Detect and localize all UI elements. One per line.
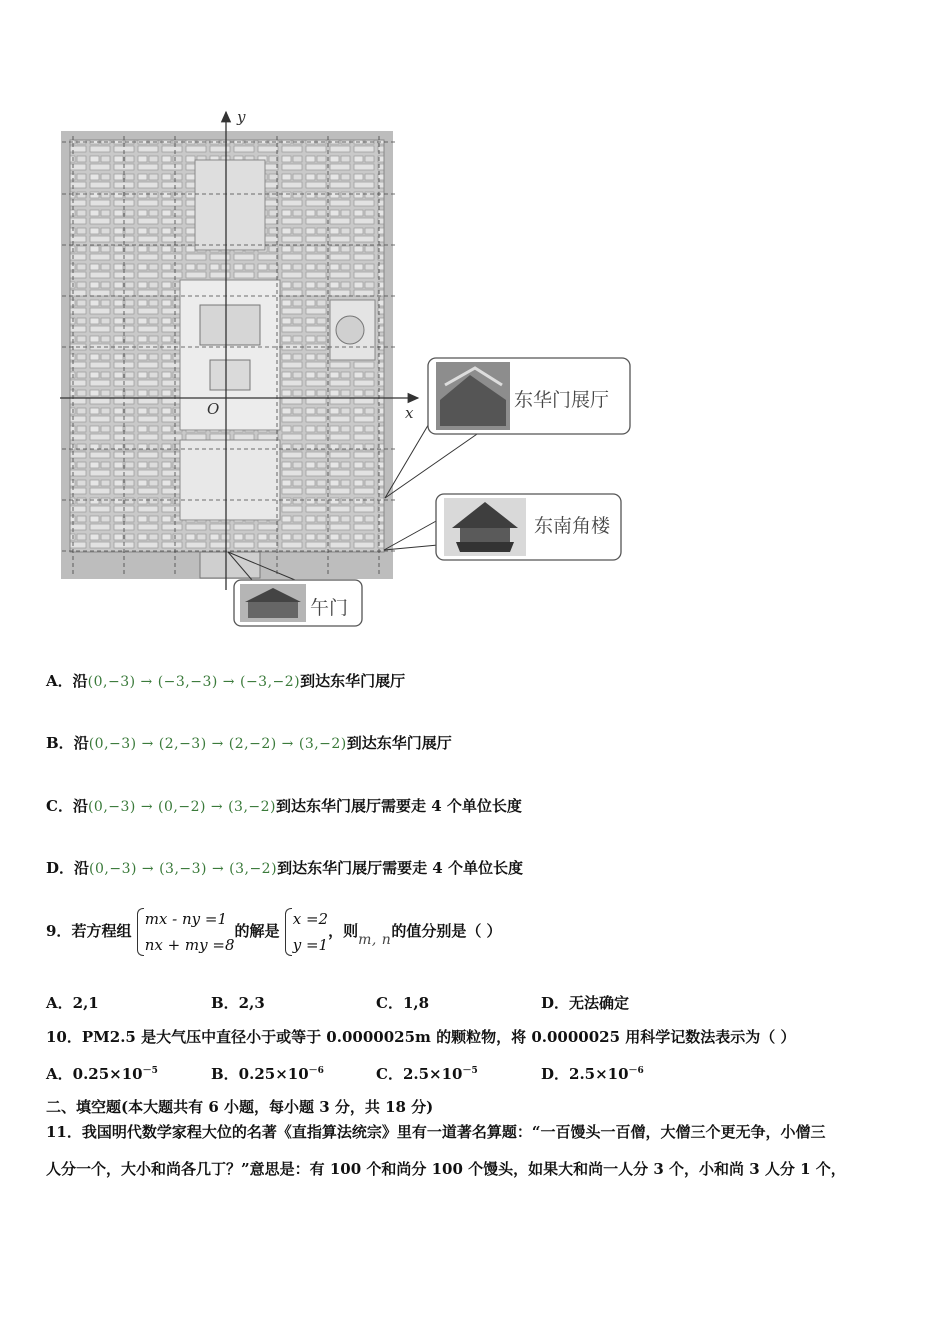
q9-option-c[interactable]: C．1,8 [376, 994, 430, 1012]
callout-east-hall-label: 东华门展厅 [514, 389, 610, 411]
option-exponent: －5 [142, 1066, 158, 1076]
q11-line-2: 人分一个，大小和尚各几丁？”意思是：有 100 个和尚分 100 个馒头，如果大和尚一人分 3 个，小和尚 3 人分 1 个， [46, 1160, 846, 1178]
option-exponent: －5 [462, 1066, 478, 1076]
option-text: 到达东华门展厅 [300, 672, 406, 690]
q10-options [46, 1061, 644, 1084]
q9-stem [46, 906, 502, 958]
option-letter: A． [46, 672, 73, 690]
question-text: ，则 [328, 922, 359, 940]
coordinate-path: (0,−3) → (2,−3) → (2,−2) → (3,−2) [88, 736, 347, 752]
equation-1: mx - ny =1 [144, 910, 227, 928]
solution-x: x =2 [292, 910, 329, 928]
option-letter: D． [46, 859, 75, 877]
question-number: 9． [46, 922, 72, 940]
equation-2: nx + my =8 [144, 936, 235, 954]
x-axis-label: x [405, 404, 414, 422]
coordinate-map-figure [40, 100, 650, 635]
q9-option-b[interactable]: B．2,3 [211, 994, 265, 1012]
callout-southeast-tower-label: 东南角楼 [534, 515, 611, 537]
q8-option-b[interactable] [46, 733, 452, 754]
option-prefix: 沿 [72, 672, 88, 690]
question-text: 的值分别是（ ） [391, 922, 502, 940]
variables: m, n [358, 932, 392, 948]
option-prefix: 沿 [72, 797, 88, 815]
q10-option-c[interactable] [376, 1061, 541, 1084]
solution-y: y =1 [292, 936, 329, 954]
option-base: B．0.25×10 [211, 1065, 309, 1083]
q10-option-d[interactable] [541, 1061, 644, 1084]
option-prefix: 沿 [74, 859, 90, 877]
option-exponent: －6 [628, 1066, 644, 1076]
option-base: C．2.5×10 [376, 1065, 463, 1083]
option-text: 到达东华门展厅 [346, 734, 452, 752]
option-letter: C． [46, 797, 73, 815]
coordinate-path: (0,−3) → (−3,−3) → (−3,−2) [87, 674, 301, 690]
section-heading: 二、填空题(本大题共有 6 小题，每小题 3 分，共 18 分) [46, 1098, 434, 1116]
q8-option-d[interactable] [46, 858, 523, 879]
callout-meridian-gate-label: 午门 [310, 597, 349, 619]
option-prefix: 沿 [73, 734, 89, 752]
option-text: 到达东华门展厅需要走 4 个单位长度 [277, 859, 523, 877]
q10-option-a[interactable] [46, 1061, 211, 1084]
callout-southeast-tower [384, 494, 621, 560]
option-base: A．0.25×10 [46, 1065, 143, 1083]
origin-label: O [207, 400, 220, 418]
option-base: D．2.5×10 [541, 1065, 629, 1083]
q9-option-d[interactable]: D．无法确定 [541, 994, 630, 1012]
coordinate-path: (0,−3) → (0,−2) → (3,−2) [87, 799, 276, 815]
option-letter: B． [46, 734, 74, 752]
q8-option-c[interactable] [46, 796, 522, 817]
option-text: 到达东华门展厅需要走 4 个单位长度 [276, 797, 522, 815]
q9-option-a[interactable]: A．2,1 [46, 994, 99, 1012]
option-exponent: －6 [308, 1066, 324, 1076]
palace-map-svg [40, 100, 650, 635]
callout-east-hall [385, 358, 630, 498]
q10-option-b[interactable] [211, 1061, 376, 1084]
y-axis-label: y [237, 108, 246, 126]
q10-stem: 10．PM2.5 是大气压中直径小于或等于 0.0000025m 的颗粒物，将 0.0000025 用科学记数法表示为（ ） [46, 1028, 796, 1046]
question-text: 若方程组 [71, 922, 132, 940]
q9-options [46, 993, 629, 1013]
equation-system [137, 906, 235, 958]
q11-line-1: 11．我国明代数学家程大位的名著《直指算法统宗》里有一道著名算题：“一百馒头一百僧，大僧三个更无争，小僧三 [46, 1123, 826, 1141]
palace-map-image [61, 131, 393, 579]
coordinate-path: (0,−3) → (3,−3) → (3,−2) [89, 861, 278, 877]
q8-option-a[interactable] [46, 671, 405, 692]
question-text: 的解是 [234, 922, 280, 940]
solution-system [285, 906, 328, 958]
